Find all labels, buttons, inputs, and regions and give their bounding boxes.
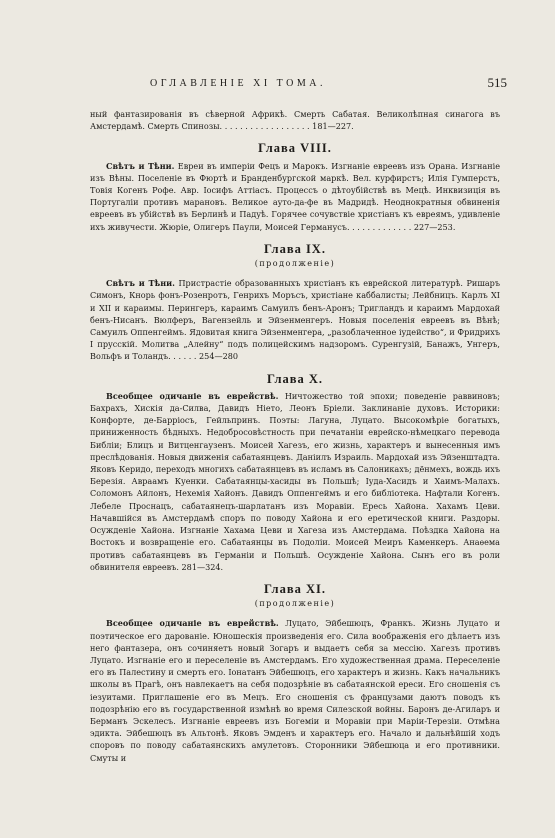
chapter-heading-11: Глава XI.	[264, 581, 326, 596]
page-number: 515	[487, 75, 507, 90]
running-title: ОГЛАВЛЕНІЕ XI ТОМА.	[150, 78, 326, 89]
chapter-11-subheading: (продолженіе)	[254, 599, 336, 609]
intro-paragraph: ный фантазированія въ сѣверной Африкѣ. Смерть Сабатая. Великолѣпная синагога въ Амстердамѣ. Смерть Спинозы. . . . . . . . . . . . . . . . . . 181—227.	[90, 109, 500, 132]
page-header	[0, 75, 555, 98]
chapter-heading-8: Глава VIII.	[258, 141, 332, 156]
chapter-10-summary	[90, 390, 500, 573]
chapter-8-lead: Свѣтъ и Тѣни.	[106, 160, 175, 171]
chapter-11-summary	[90, 617, 500, 763]
chapter-8-text: Евреи въ имперіи Фецъ и Марокъ. Изгнаніе евреевъ изъ Орана. Изгнаніе изъ Вѣны. Поселеніе въ Фюртѣ и Бранденбургской маркѣ. Вел. курфирстъ; Илія Гумперстъ, Товія Когенъ Рофе. Авр. Іосифъ Аттіасъ. Процессъ о дѣтоубійствѣ въ Мецѣ. Инквизиція въ Португаліи противъ марановъ. Великое ауто-да-фе въ Мадридѣ. Неоднократныя обвиненія евреевъ въ убійствѣ въ Берлинѣ и Падуѣ. Горячее сочувствіе христіанъ къ евреямъ, удивленіе ихъ живучести. Жюріе, Олигеръ Паули, Моисей Германусъ. . . . . . . . . . . . . 227—253.	[90, 160, 500, 232]
chapter-heading-10: Глава X.	[266, 371, 324, 386]
chapter-heading-9: Глава IX.	[264, 241, 326, 256]
table-of-contents	[90, 108, 500, 764]
chapter-10-lead: Всеобщее одичаніе въ еврействѣ.	[106, 390, 279, 401]
chapter-9-subheading: (продолженіе)	[254, 259, 336, 269]
chapter-11-lead: Всеобщее одичаніе въ еврействѣ.	[106, 618, 279, 629]
chapter-11-text: Луцато, Эйбешюцъ, Франкъ. Жизнь Луцато и поэтическое его дарованіе. Юношескія произведенія его. Сила воображенія его дѣлаетъ изъ него фантазера, онъ сочиняетъ новый Зогаръ и выдаетъ себя за мессію. Хагезъ противъ Луцато. Изгнаніе его и переселеніе въ Амстердамъ. Его художественная драма. Переселеніе его въ Палестину и смерть его. Іонатанъ Эйбешюцъ, его характеръ и жизнь. Какъ начальникъ школы въ Прагѣ, онъ навлекаетъ на себя подозрѣніе въ сабатаянской ереси. Его сношенія съ іезуитами. Приглашеніе его въ Мецъ. Его сношенія съ французами даютъ поводъ къ подозрѣнію его въ государственной измѣнѣ во время Силезской войны. Баронъ де-Агиларъ и Берманъ Эскелесъ. Изгнаніе евреевъ изъ Богеміи и Моравіи при Маріи-Терезіи. Отмѣна эдикта. Эйбешюцъ въ Альтонѣ. Яковъ Эмденъ и характеръ его. Начало и дальнѣйшій ходъ споровъ по поводу сабатаянскихъ амулетовъ. Сторонники Эйбешюца и его противники. Смуты и	[90, 618, 500, 763]
chapter-9-summary	[90, 277, 500, 362]
chapter-10-text: Ничтожество той эпохи; поведеніе раввиновъ; Бахрахъ, Хискія да-Силва, Давидъ Ніето, Леонъ Бріели. Заклинаніе духовъ. Историки: Конфорте, де-Барріосъ, Гейльпринъ. Поэты: Лагуна, Луцато. Высокомѣріе богатыхъ, приниженность бѣдныхъ. Недобросовѣстность при печатаніи еврейско-нѣмецкаго перевода Библіи; Блицъ и Витценгаузенъ. Моисей Хагезъ, его жизнь, характеръ и вынесенныя имъ преслѣдованія. Новыя движенія сабатаянцевъ. Даніилъ Израиль. Мардохай изъ Эйзенштадта. Яковъ Керидо, переходъ многихъ сабатаянцевъ въ исламъ въ Салоникахъ; дёнмехъ, вождь ихъ Березія. Авраамъ Куенки. Сабатаянцы-хасиды въ Польшѣ; Іуда-Хасидъ и Хаимъ-Малахъ. Соломонъ Айлонъ, Нехемія Хайонъ. Давидъ Оппенгеймъ и его библіотека. Нафтали Когенъ. Лебеле Проснацъ, сабатаянецъ-шарлатанъ изъ Моравіи. Ересь Хайона. Хахамъ Цеви. Начавшійся въ Амстердамѣ споръ по поводу Хайона и его еретической книги. Раздоры. Осужденіе Хайона. Изгнаніе Хахама Цеви и Хагеза изъ Амстердама. Поѣздка Хайона на Востокъ и возвращеніе его. Сабатаянцы въ Подоліи. Моисей Меиръ Каменкеръ. Анаѳема противъ сабатаянцевъ въ Германіи и Польшѣ. Осужденіе Хайона. Сынъ его въ роли обвинителя евреевъ. 281—324.	[90, 390, 500, 572]
chapter-9-lead: Свѣтъ и Тѣни.	[106, 278, 175, 289]
chapter-8-summary	[90, 160, 500, 233]
chapter-9-text: Пристрастіе образованныхъ христіанъ къ еврейской литературѣ. Ришаръ Симонъ, Кнорь фонъ-Розенротъ, Генрихъ Моръсъ, христіане каббалисты; Лейбницъ. Карлъ XI и XII и караимы. Перингеръ, караимъ Самуилъ бенъ-Аронъ; Тригландъ и караимъ Мардохай бенъ-Нисанъ. Вюлферъ, Вагензейль и Эйзенменгеръ. Новыя поселенія евреевъ въ Вѣнѣ; Самуилъ Оппенгеймъ. Ядовитая книга Эйзенменгера, „разоблаченное іудейство“, и Фридрихъ I прусскій. Молитва „Алейну“ подъ полицейскимъ надзоромъ. Суренгузій, Банажъ, Унгеръ, Вольфъ и Толандъ. . . . . . 254—280	[90, 278, 501, 362]
